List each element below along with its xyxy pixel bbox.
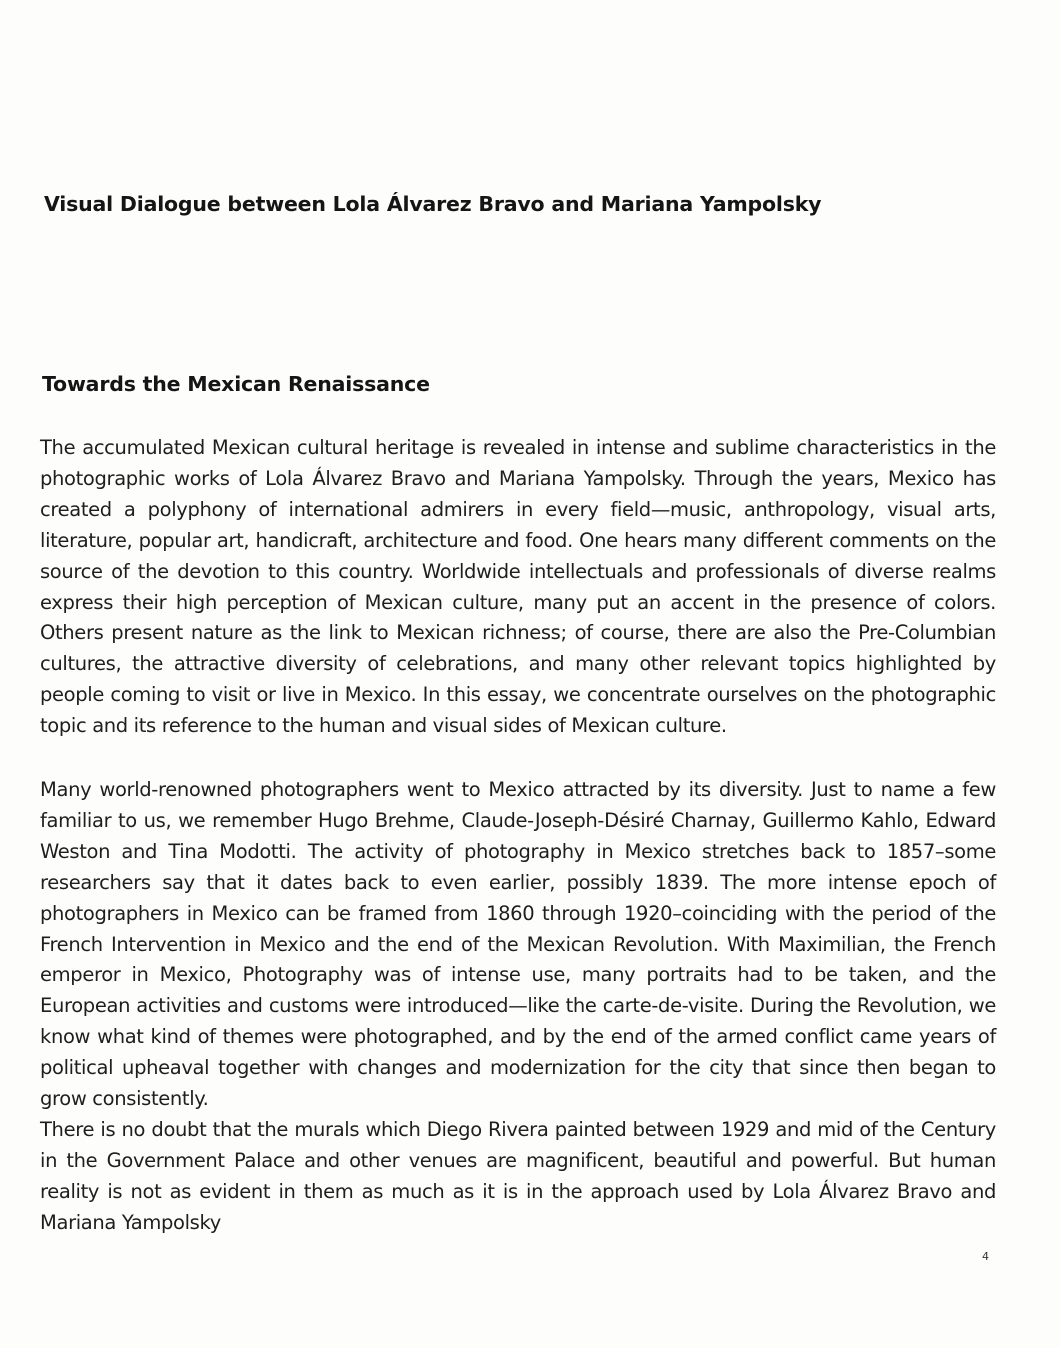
page-number: 4 xyxy=(982,1250,989,1263)
body-paragraph: Many world-renowned photographers went to Mexico attracted by its diversity. Just to name a few familiar to us, we remember Hugo Brehme, Claude-Joseph-Désiré Charnay, Guillermo Kahlo, Edward Weston and Tina Modotti. The activity of photography in Mexico stretches back to 1857–some researchers say that it dates back to even earlier, possibly 1839. The more intense epoch of photographers in Mexico can be framed from 1860 through 1920–coinciding with the period of the French Intervention in Mexico and the end of the Mexican Revolution. With Maximilian, the French emperor in Mexico, Photography was of intense use, many portraits had to be taken, and the European activities and customs were introduced—like the carte-de-visite. During the Revolution, we know what kind of themes were photographed, and by the end of the armed conflict came years of political upheaval together with changes and modernization for the city that since then began to grow consistently. xyxy=(40,778,996,1111)
section-heading: Towards the Mexican Renaissance xyxy=(42,372,430,396)
page-title: Visual Dialogue between Lola Álvarez Bravo and Mariana Yampolsky xyxy=(44,192,822,216)
body-paragraph: There is no doubt that the murals which Diego Rivera painted between 1929 and mid of the Century in the Government Palace and other venues are magnificent, beautiful and powerful. But human reality is not as evident in them as much as it is in the approach used by Lola Álvarez Bravo and Mariana Yampolsky xyxy=(40,1118,996,1234)
body-paragraph: The accumulated Mexican cultural heritage is revealed in intense and sublime characteristics in the photographic works of Lola Álvarez Bravo and Mariana Yampolsky. Through the years, Mexico has created a polyphony of international admirers in every field—music, anthropology, visual arts, literature, popular art, handicraft, architecture and food. One hears many different comments on the source of the devotion to this country. Worldwide intellectuals and professionals of diverse realms express their high perception of Mexican culture, many put an accent in the presence of colors. Others present nature as the link to Mexican richness; of course, there are also the Pre-Columbian cultures, the attractive diversity of celebrations, and many other relevant topics highlighted by people coming to visit or live in Mexico. In this essay, we concentrate ourselves on the photographic topic and its reference to the human and visual sides of Mexican culture. xyxy=(40,436,996,738)
